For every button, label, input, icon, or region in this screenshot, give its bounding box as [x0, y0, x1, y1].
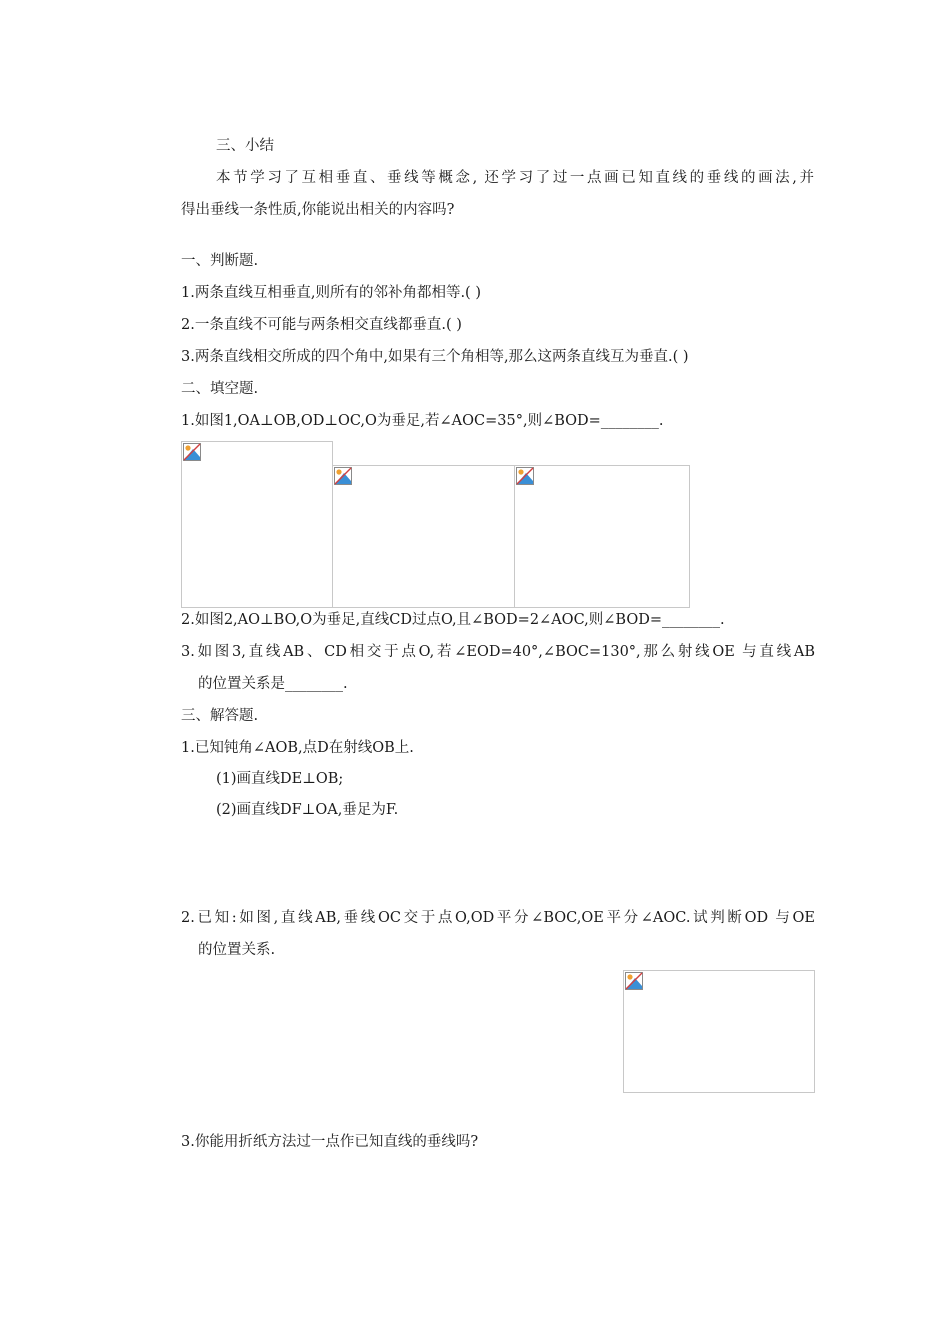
section2-question-2: 2.如图2,AO⊥BO,O为垂足,直线CD过点O,且∠BOD=2∠AOC,则∠BOD=________. [181, 612, 725, 628]
section2-question-1: 1.如图1,OA⊥OB,OD⊥OC,O为垂足,若∠AOC=35°,则∠BOD=________. [181, 413, 664, 429]
figure-2-image [332, 465, 515, 608]
section3-question-1-part-b: (2)画直线DF⊥OA,垂足为F. [216, 802, 399, 818]
figure-4-image [623, 970, 815, 1093]
section3-title: 三、解答题. [181, 708, 259, 724]
figure-3-image [514, 465, 690, 608]
broken-image-icon [516, 467, 534, 485]
summary-paragraph-line2: 得出垂线一条性质,你能说出相关的内容吗? [181, 202, 455, 218]
section3-question-2-line2: 的位置关系. [198, 942, 276, 958]
figure-1-image [181, 441, 333, 608]
summary-heading: 三、小结 [216, 138, 274, 154]
section3-question-3: 3.你能用折纸方法过一点作已知直线的垂线吗? [181, 1134, 479, 1150]
broken-image-icon [183, 443, 201, 461]
section1-title: 一、判断题. [181, 253, 259, 269]
section2-title: 二、填空题. [181, 381, 259, 397]
section1-item-3: 3.两条直线相交所成的四个角中,如果有三个角相等,那么这两条直线互为垂直.( ) [181, 349, 689, 365]
broken-image-icon [334, 467, 352, 485]
summary-paragraph-line1: 本节学习了互相垂直、垂线等概念, 还学习了过一点画已知直线的垂线的画法,并 [216, 170, 814, 186]
section2-question-3-line1: 3.如图3,直线AB、CD相交于点O,若∠EOD=40°,∠BOC=130°,那么射线OE 与直线AB [181, 644, 815, 660]
section3-question-1: 1.已知钝角∠AOB,点D在射线OB上. [181, 740, 414, 756]
section2-question-3-line2: 的位置关系是________. [198, 676, 348, 692]
section3-question-2-line1: 2.已知:如图,直线AB,垂线OC交于点O,OD平分∠BOC,OE平分∠AOC.试判断OD 与OE [181, 910, 815, 926]
section3-question-1-part-a: (1)画直线DE⊥OB; [216, 771, 344, 787]
section1-item-1: 1.两条直线互相垂直,则所有的邻补角都相等.( ) [181, 285, 481, 301]
broken-image-icon [625, 972, 643, 990]
section1-item-2: 2.一条直线不可能与两条相交直线都垂直.( ) [181, 317, 462, 333]
